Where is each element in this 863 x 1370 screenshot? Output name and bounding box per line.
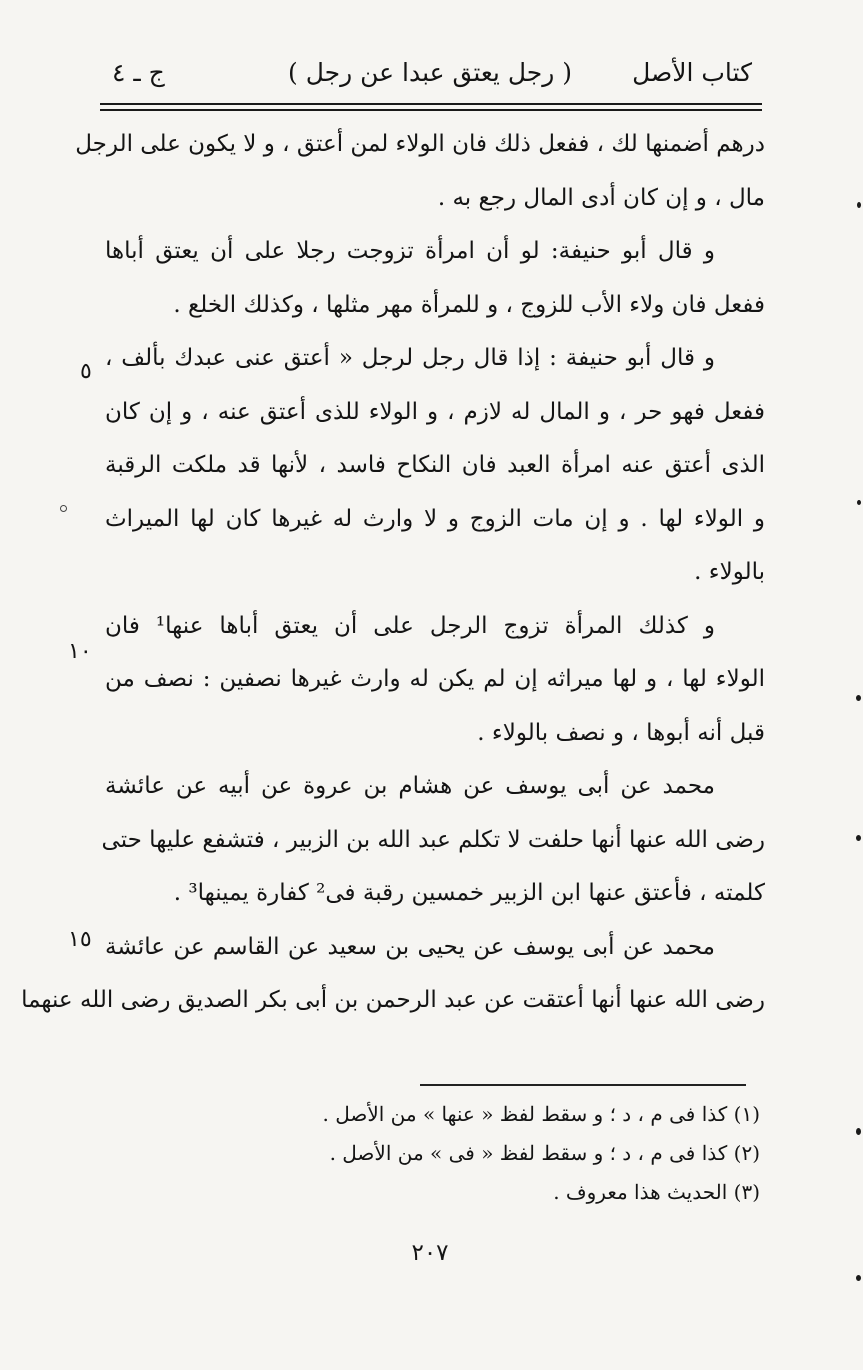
footnote-rule	[420, 1084, 746, 1086]
text-line: محمد عن أبى يوسف عن يحيى بن سعيد عن القاسم عن عائشة	[105, 933, 715, 960]
footnote-2: (٢) كذا فى م ، د ؛ و سقط لفظ « فى » من الأصل .	[329, 1141, 760, 1165]
line-number-15: ١٥	[68, 927, 92, 952]
text-line: قبل أنه أبوها ، و نصف بالولاء .	[477, 719, 765, 746]
header-rule-top	[100, 103, 762, 105]
edge-speck	[856, 1275, 861, 1281]
text-line: و قال أبو حنيفة : إذا قال رجل لرجل « أعتق عنى عبدك بألف ،	[105, 345, 715, 371]
text-line: بالولاء .	[694, 559, 765, 585]
footnotes	[300, 1095, 760, 1212]
text-line: رضى الله عنها أنها حلفت لا تكلم عبد الله بن الزبير ، فتشفع عليها حتى	[101, 826, 765, 853]
footnote-3: (٣) الحديث هذا معروف .	[553, 1180, 760, 1204]
line-number-10: ١٠	[68, 639, 92, 664]
header-rule-bottom	[100, 109, 762, 111]
text-line: درهم أضمنها لك ، ففعل ذلك فان الولاء لمن أعتق ، و لا يكون على الرجل	[75, 131, 765, 157]
chapter-title: ( رجل يعتق عبدا عن رجل )	[288, 58, 572, 87]
running-header	[100, 50, 760, 98]
text-line: و كذلك المرأة تزوج الرجل على أن يعتق أباها عنها¹ فان	[105, 612, 715, 639]
edge-speck	[856, 835, 861, 841]
text-line: محمد عن أبى يوسف عن هشام بن عروة عن أبيه عن عائشة	[105, 773, 715, 799]
text-line: الذى أعتق عنه امرأة العبد فان النكاح فاسد ، لأنها قد ملكت الرقبة	[105, 452, 765, 478]
text-line: رضى الله عنها أنها أعتقت عن عبد الرحمن بن أبى بكر الصديق رضى الله عنهما	[21, 987, 765, 1013]
line-number-5: ٥	[80, 359, 92, 384]
text-line: و قال أبو حنيفة: لو أن امرأة تزوجت رجلا على أن يعتق أباها	[105, 238, 715, 264]
text-line: و الولاء لها . و إن مات الزوج و لا وارث له غيرها كان لها الميراث	[105, 505, 765, 532]
edge-speck	[857, 500, 861, 505]
edge-speck	[856, 1128, 861, 1135]
edge-speck	[857, 202, 861, 208]
edge-speck	[856, 695, 861, 701]
text-line: ففعل فهو حر ، و المال له لازم ، و الولاء للذى أعتق عنه ، و إن كان	[105, 398, 765, 425]
page-number: ٢٠٧	[411, 1240, 449, 1266]
text-line: ففعل فان ولاء الأب للزوج ، و للمرأة مهر مثلها ، وكذلك الخلع .	[173, 291, 765, 318]
margin-mark	[60, 505, 67, 512]
text-line: مال ، و إن كان أدى المال رجع به .	[437, 184, 765, 211]
text-line: كلمته ، فأعتق عنها ابن الزبير خمسين رقبة فى² كفارة يمينها³ .	[173, 880, 765, 906]
book-title: كتاب الأصل	[632, 58, 752, 87]
volume-label: ج ـ ٤	[112, 58, 165, 87]
footnote-1: (١) كذا فى م ، د ؛ و سقط لفظ « عنها » من الأصل .	[322, 1102, 760, 1126]
text-line: الولاء لها ، و لها ميراثه إن لم يكن له وارث غيرها نصفين : نصف من	[105, 666, 765, 692]
